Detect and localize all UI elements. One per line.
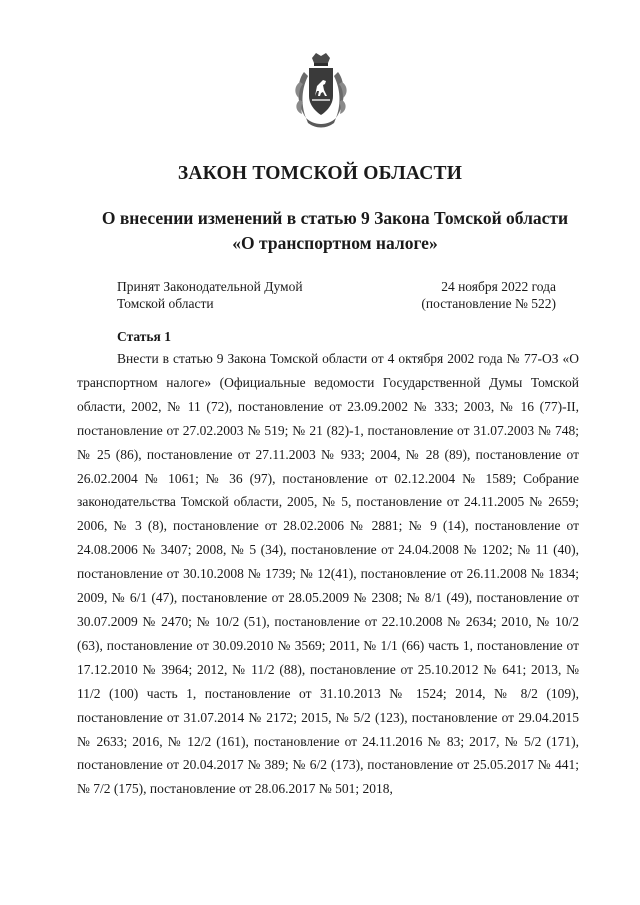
adopted-by-block xyxy=(117,278,303,312)
article-heading: Статья 1 xyxy=(117,329,171,344)
law-title: ЗАКОН ТОМСКОЙ ОБЛАСТИ xyxy=(177,163,463,184)
law-subtitle: О внесении изменений в статью 9 Закона Томской области «О транспортном налоге» xyxy=(101,208,569,253)
adoption-date-block xyxy=(421,278,556,312)
coat-of-arms-icon xyxy=(290,52,352,132)
adopted-by-line-2: Томской области xyxy=(117,296,214,311)
adopted-by-line-1: Принят Законодательной Думой xyxy=(117,279,303,294)
adoption-date: 24 ноября 2022 года xyxy=(441,279,556,294)
resolution-number: (постановление № 522) xyxy=(421,296,556,311)
article-body-text: Внести в статью 9 Закона Томской области от 4 октября 2002 года № 77-ОЗ «О транспортном налоге» (Официальные ведомости Государственной Думы Томской области, 2002, № 11 (72), постановление от 23.09.2002 № 333; 2003, № 16 (77)-II, постановление от 27.02.2003 № 519; № 21 (82)-1, постановление от 31.07.2003 № 748; № 25 (86), постановление от 27.11.2003 № 933; 2004, № 28 (89), постановление от 26.02.2004 № 1061; № 36 (97), постановление от 02.12.2004 № 1589; Собрание законодательства Томской области, 2005, № 5, постановление от 24.11.2005 № 2659; 2006, № 3 (8), постановление от 28.02.2006 № 2881; № 9 (14), постановление от 24.08.2006 № 3407; 2008, № 5 (34), постановление от 24.04.2008 № 1202; № 11 (40), постановление от 30.10.2008 № 1739; № 12(41), постановление от 26.11.2008 № 1834; 2009, № 6/1 (47), постановление от 28.05.2009 № 2308; № 8/1 (49), постановление от 30.07.2009 № 2470; № 10/2 (51), постановление от 22.10.2008 № 2634; 2010, № 10/2 (63), постановление от 30.09.2010 № 3569; 2011, № 1/1 (66) часть 1, постановление от 17.12.2010 № 3964; 2012, № 11/2 (88), постановление от 25.10.2012 № 641; 2013, № 11/2 (100) часть 1, постановление от 31.10.2013 № 1524; 2014, № 8/2 (109), постановление от 31.07.2014 № 2172; 2015, № 5/2 (123), постановление от 29.04.2015 № 2633; 2016, № 12/2 (161), постановление от 24.11.2016 № 83; 2017, № 5/2 (171), постановление от 20.04.2017 № 389; № 6/2 (173), постановление от 25.05.2017 № 441; № 7/2 (175), постановление от 28.06.2017 № 501; 2018, xyxy=(77,351,579,797)
